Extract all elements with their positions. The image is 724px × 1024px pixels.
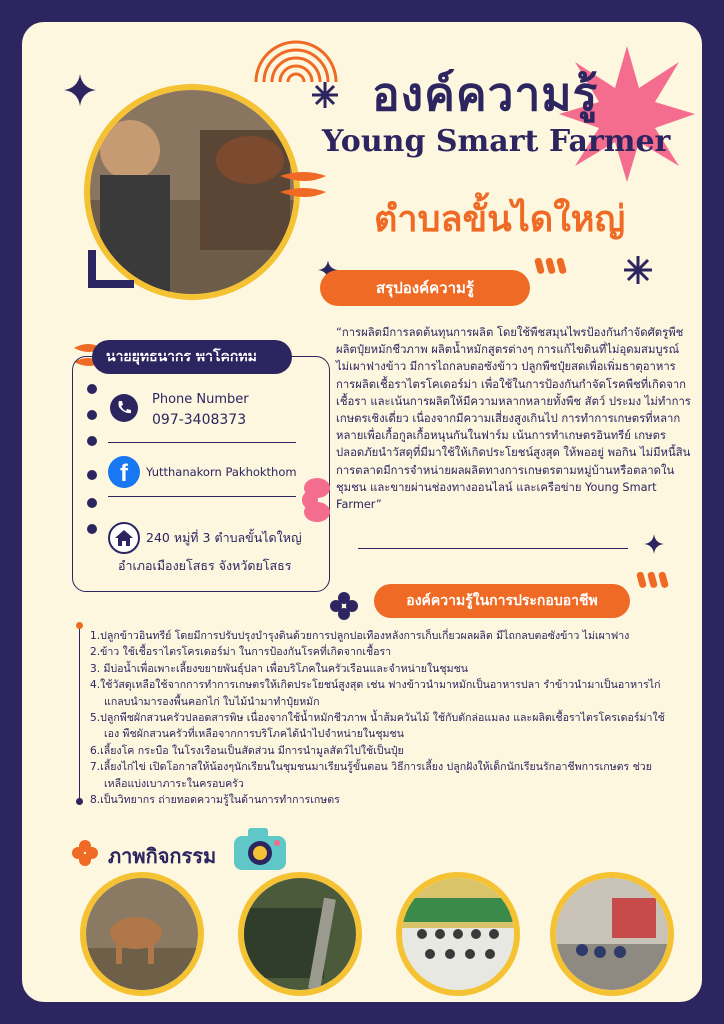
bullet-dot bbox=[87, 524, 97, 534]
camera-icon bbox=[230, 824, 290, 874]
list-item: 6.เลี้ยงโค กระบือ ในโรงเรือนเป็นสัดส่วน มีการนำมูลสัตว์ไปใช้เป็นปุ๋ย bbox=[90, 744, 404, 757]
timeline-dot bbox=[76, 622, 83, 629]
orange-dashes-decoration bbox=[534, 254, 570, 278]
title-english: Young Smart Farmer bbox=[322, 124, 671, 159]
rainbow-decoration bbox=[250, 32, 342, 84]
career-list bbox=[90, 628, 690, 808]
list-timeline-line bbox=[79, 624, 80, 804]
list-item: 1.ปลูกข้าวอินทรีย์ โดยมีการปรับปรุงบำรุงดินด้วยการปลูกปอเทืองหลังการเก็บเกี่ยวผลผลิต มีไถกลบตอซังข้าว ไม่เผาฟาง bbox=[90, 630, 630, 642]
divider bbox=[108, 442, 296, 443]
asterisk-icon bbox=[312, 82, 338, 108]
orange-dashes-decoration bbox=[636, 568, 672, 592]
activity-label: ภาพกิจกรรม bbox=[108, 844, 217, 868]
list-item: 5.ปลูกพืชผักสวนครัวปลอดสารพิษ เนื่องจากใช้น้ำหมักชีวภาพ น้ำส้มควันไม้ ใช้กับดักล่อแมลง และผลิตเชื้อราไตรโครเดอร์ม่าใช้ เอง พืชผักสวนครัวที่เหลือจากการบริโภคได้นำไปจำหน่ายในชุมชน bbox=[90, 712, 665, 741]
activity-photo-cattle bbox=[80, 872, 204, 996]
career-knowledge-label: องค์ความรู้ในการประกอบอาชีพ bbox=[374, 584, 630, 618]
poster bbox=[22, 22, 702, 1002]
facebook-icon: f bbox=[108, 456, 140, 488]
phone-icon bbox=[110, 394, 138, 422]
subdistrict-title: ตำบลขั้นไดใหญ่ bbox=[374, 199, 626, 240]
sparkle-icon bbox=[64, 74, 96, 106]
phone-number[interactable]: 097-3408373 bbox=[152, 412, 247, 428]
activity-photo-group bbox=[396, 872, 520, 996]
corner-decoration bbox=[88, 250, 134, 288]
list-item: 4.ใช้วัสดุเหลือใช้จากการทำการเกษตรให้เกิดประโยชน์สูงสุด เช่น ฟางข้าวนำมาหมักเป็นอาหารปลา รำข้าวนำมาเป็นอาหารไก่ แกลบนำมารองพื้นคอกไก่ ใบไม้นำมาทำปุ๋ยหมัก bbox=[90, 679, 661, 708]
list-item: 8.เป็นวิทยากร ถ่ายทอดความรู้ในด้านการทำการเกษตร bbox=[90, 794, 340, 807]
bullet-dot bbox=[87, 498, 97, 508]
facebook-name[interactable]: Yutthanakorn Pakhokthom bbox=[146, 465, 297, 479]
bullet-dot bbox=[87, 436, 97, 446]
list-item: 2.ข้าว ใช้เชื้อราไตรโครเดอร์ม่า ในการป้องกันโรคที่เกิดจากเชื้อรา bbox=[90, 646, 392, 659]
asterisk-icon bbox=[624, 256, 652, 284]
home-icon bbox=[108, 522, 140, 554]
clover-icon bbox=[330, 592, 358, 620]
divider bbox=[108, 496, 296, 497]
knowledge-summary-text: “การผลิตมีการลดต้นทุนการผลิต โดยใช้พืชสมุนไพรป้องกันกำจัดศัตรูพืช ผลิตปุ๋ยหมักชีวภาพ ผลิตน้ำหมักสูตรต่างๆ การแก้ไขดินที่ไม่อุดมสมบูรณ์ ไม่เผาฟางข้าว มีการไถกลบตอซังข้าว ปลูกพืชปุ๋ยสดเพื่อเพิ่มธาตุอาหาร การผลิตเชื้อราไตรโคเดอร์ม่า เพื่อใช้ในการป้องกันกำจัดโรคพืชที่เกิดจากเชื้อรา และเน้นการผลิตให้มีความหลากหลายทั้งพืช สัตว์ ประมง ไม่ทำการเกษตรเชิงเดี่ยว เนื่องจากมีความเสี่ยงสูงเกินไป การทำการเกษตรที่หลากหลายเพื่อเกื้อกูลเกื้อหนุนกันในฟาร์ม เน้นการทำเกษตรอินทรีย์ เกษตรปลอดภัยนำวัสดุที่มีมาใช้ให้เกิดประโยชน์สูงสุด ให้พออยู่ พอกิน ไม่มีหนี้สิน การตลาดมีการจำหน่ายผลผลิตทางการเกษตรตามหมู่บ้านหรือตลาดในชุมชน และขายผ่านช่องทางออนไลน์ และเครือข่าย Young Smart Farmer” bbox=[336, 326, 691, 512]
bullet-dot bbox=[87, 384, 97, 394]
list-item: 3. มีบ่อน้ำเพื่อเพาะเลี้ยงขยายพันธุ์ปลา เพื่อบริโภคในครัวเรือนและจำหน่ายในชุมชน bbox=[90, 662, 469, 675]
address-line-2: อำเภอเมืองยโสธร จังหวัดยโสธร bbox=[118, 558, 292, 573]
farmer-name: นายยุทธนากร พาโคกทม bbox=[92, 340, 292, 374]
orange-leaf-decoration bbox=[276, 168, 332, 214]
bullet-dot bbox=[87, 410, 97, 420]
phone-label: Phone Number bbox=[152, 392, 249, 407]
main-title: องค์ความรู้ bbox=[372, 67, 599, 121]
list-item: 7.เลี้ยงไก่ไข่ เปิดโอกาสให้น้องๆนักเรียนในชุมชนมาเรียนรู้ขั้นตอน วิธีการเลี้ยง ปลูกฝังให้เด็กนักเรียนรักอาชีพการเกษตร ช่วย เหลือแบ่งเบาภาระในครอบครัว bbox=[90, 761, 652, 790]
timeline-dot bbox=[76, 798, 83, 805]
bullet-dot bbox=[87, 470, 97, 480]
clover-icon bbox=[72, 840, 98, 866]
activity-photo-fishpond bbox=[238, 872, 362, 996]
address-line-1: 240 หมู่ที่ 3 ตำบลขั้นไดใหญ่ bbox=[146, 530, 302, 545]
pink-flower-decoration bbox=[302, 478, 332, 524]
summary-label: สรุปองค์ความรู้ bbox=[320, 270, 530, 306]
sparkle-icon bbox=[644, 534, 664, 554]
activity-photo-meeting bbox=[550, 872, 674, 996]
divider bbox=[358, 548, 628, 549]
